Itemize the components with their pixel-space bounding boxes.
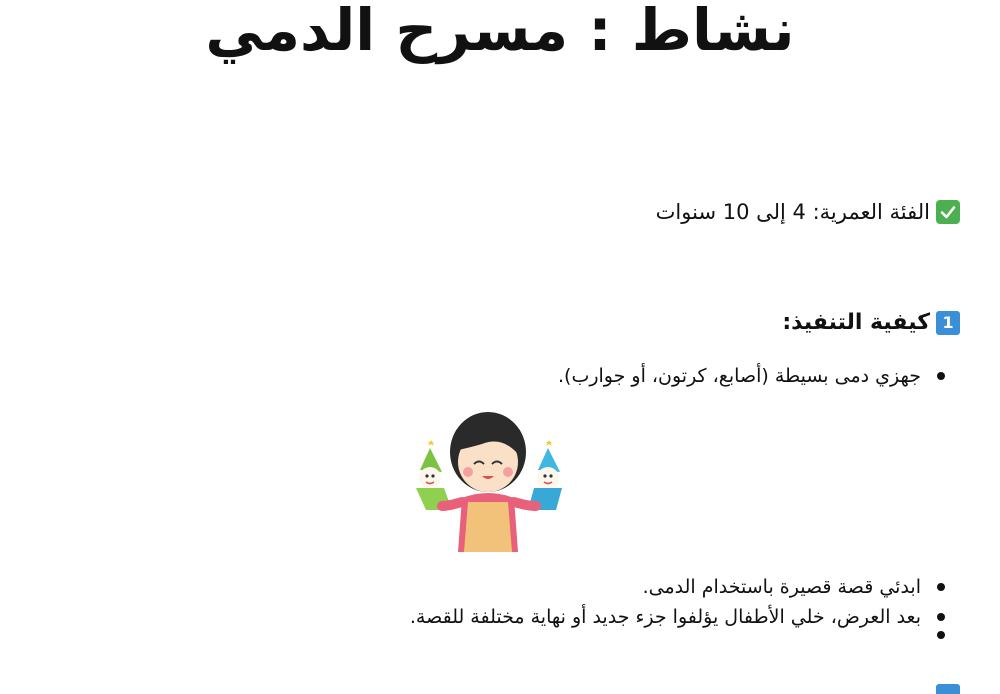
list-item <box>410 603 945 631</box>
age-range-text: الفئة العمرية: 4 إلى 10 سنوات <box>655 200 930 224</box>
bullet-dot <box>937 372 945 380</box>
woman-with-hand-puppets-illustration <box>412 410 568 556</box>
bullet-dot <box>937 613 945 621</box>
check-mark-icon <box>936 200 960 224</box>
age-range-line <box>656 196 960 228</box>
list-item-text: بعد العرض، خلي الأطفال يؤلفوا جزء جديد أو نهاية مختلفة للقصة. <box>409 606 921 628</box>
list-item <box>643 573 945 601</box>
list-item <box>921 631 945 639</box>
keycap-icon-partial <box>936 684 960 694</box>
list-item-text: ابدئي قصة قصيرة باستخدام الدمى. <box>642 576 921 598</box>
keycap-1-icon: 1 <box>936 311 960 335</box>
bullet-dot <box>937 631 945 639</box>
list-item <box>558 362 945 390</box>
list-item-text: جهزي دمى بسيطة (أصابع، كرتون، أو جوارب). <box>558 365 921 387</box>
section-heading-text: كيفية التنفيذ: <box>782 310 930 335</box>
bullet-dot <box>937 583 945 591</box>
page-title: نشاط : مسرح الدمي <box>205 0 795 64</box>
section-heading-how-to <box>782 306 960 340</box>
